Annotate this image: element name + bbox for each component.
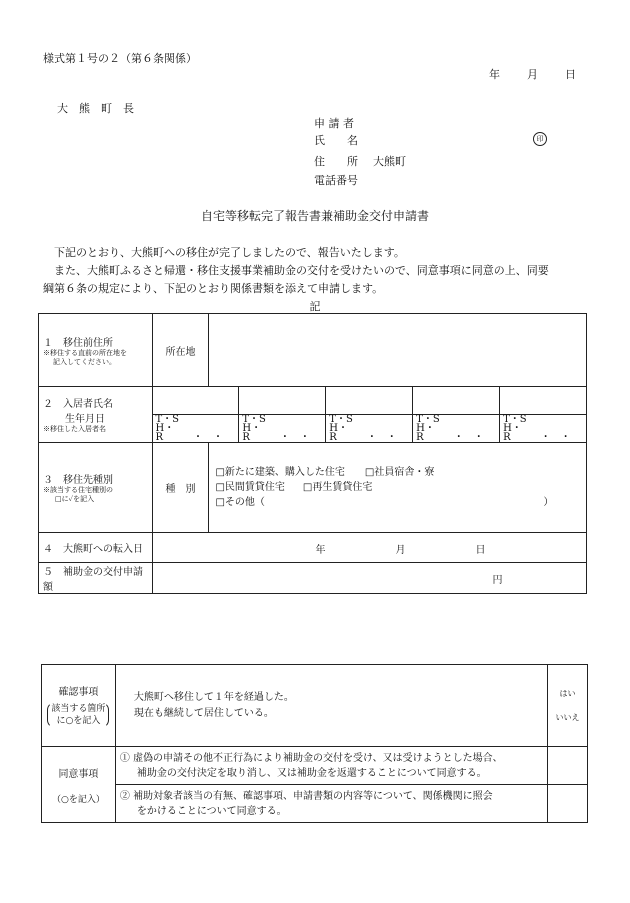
- row-subsidy-amount: ５ 補助金の交付申請額: [39, 563, 153, 594]
- resident-name-4[interactable]: [413, 387, 500, 415]
- intro-line-3: 綱第６条の規定により、下記のとおり関係書類を添えて申請します。: [43, 282, 384, 295]
- option-renewed-rental[interactable]: □再生賃貸住宅: [302, 482, 373, 493]
- row-previous-address: １ 移住前住所 ※移住する直前の所在地を 記入してください。: [39, 314, 153, 387]
- subsidy-amount-field[interactable]: 円: [152, 563, 587, 594]
- date-month: 月: [527, 68, 538, 81]
- agree-item-1: ① 虚偽の申請その他不正行為により補助金の交付を受け、又は受けようとした場合、 補助金の交付決定を取り消し、又は補助金を返還することについて同意する。: [115, 747, 547, 785]
- form-number: 様式第１号の２（第６条関係）: [43, 52, 197, 65]
- birthdate-5[interactable]: T・S H・R ・ ・: [500, 415, 587, 443]
- agree-check-2[interactable]: [548, 785, 588, 823]
- date-year: 年: [489, 68, 500, 81]
- move-in-date-field[interactable]: 年 月 日: [152, 533, 587, 563]
- seal-mark: 印: [533, 131, 547, 146]
- agree-item-2: ② 補助対象者該当の有無、確認事項、申請書類の内容等について、関係機関に照会 をかけることについて同意する。: [115, 785, 547, 823]
- agree-check-1[interactable]: [548, 747, 588, 785]
- applicant-heading: 申 請 者: [314, 117, 354, 130]
- option-new-build[interactable]: □新たに建築、購入した住宅: [215, 467, 345, 478]
- applicant-address-value: 大熊町: [373, 155, 406, 168]
- consent-table: [41, 664, 588, 823]
- row-housing-type: ３ 移住先種別 ※該当する住宅種別の □に✓を記入: [39, 443, 153, 533]
- confirm-label: 確認事項 該当する箇所 に○を記入: [42, 665, 116, 747]
- previous-address-field[interactable]: [209, 314, 587, 387]
- answer-yes[interactable]: はい: [559, 688, 576, 698]
- resident-name-3[interactable]: [326, 387, 413, 415]
- applicant-name-label: 氏 名: [314, 134, 358, 147]
- resident-name-5[interactable]: [500, 387, 587, 415]
- option-other[interactable]: □その他（: [215, 497, 265, 508]
- intro-line-2: また、大熊町ふるさと帰還・移住支援事業補助金の交付を受けたいので、同意事項に同意の上、同要: [54, 264, 549, 277]
- applicant-phone-label: 電話番号: [314, 174, 358, 187]
- date-day: 日: [565, 68, 576, 81]
- birthdate-4[interactable]: T・S H・R ・ ・: [413, 415, 500, 443]
- resident-name-1[interactable]: [152, 387, 239, 415]
- ki-heading: 記: [309, 300, 321, 313]
- birthdate-3[interactable]: T・S H・R ・ ・: [326, 415, 413, 443]
- location-label: 所在地: [152, 314, 209, 387]
- confirm-items: 大熊町へ移住して１年を経過した。 現在も継続して居住している。: [115, 665, 547, 747]
- applicant-address-label: 住 所: [314, 155, 358, 168]
- type-label: 種 別: [152, 443, 209, 533]
- row-move-in-date: ４ 大熊町への転入日: [39, 533, 153, 563]
- option-company-housing[interactable]: □社員宿舎・寮: [364, 467, 435, 478]
- option-other-close: ）: [543, 497, 554, 508]
- addressee: 大 熊 町 長: [57, 102, 134, 115]
- confirm-answer[interactable]: [548, 665, 588, 747]
- resident-name-2[interactable]: [239, 387, 326, 415]
- agree-label: 同意事項 （○を記入）: [42, 747, 116, 823]
- birthdate-1[interactable]: T・S H・R ・ ・: [152, 415, 239, 443]
- answer-no[interactable]: いいえ: [555, 712, 580, 722]
- row-resident-names: ２ 入居者氏名 生年月日 ※移住した入居者名: [39, 387, 153, 443]
- birthdate-2[interactable]: T・S H・R ・ ・: [239, 415, 326, 443]
- application-table: [38, 313, 587, 594]
- document-title: 自宅等移転完了報告書兼補助金交付申請書: [200, 209, 429, 223]
- option-private-rental[interactable]: □民間賃貸住宅: [215, 482, 285, 493]
- housing-type-options: [209, 443, 587, 533]
- intro-line-1: 下記のとおり、大熊町への移住が完了しましたので、報告いたします。: [54, 246, 405, 259]
